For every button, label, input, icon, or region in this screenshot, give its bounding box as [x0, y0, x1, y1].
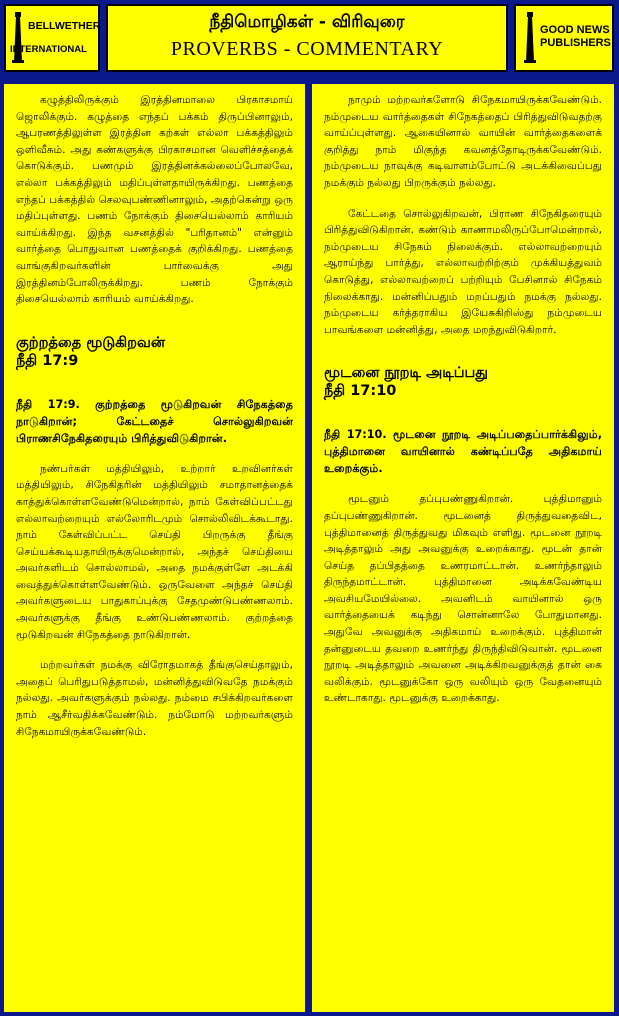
- left-paragraph-1: கழுத்திலிருக்கும் இரத்தினமாலை பிரகாசமாய் ஜொலிக்கும். கழுத்தை எந்தப் பக்கம் திருப்பினாலும், ஆபரணத்திலுள்ள இரத்தின கற்கள் எல்லா பக்கத்திலும் ஒளிவீசும். அது கண்களுக்கு பிரகாசமான வெளிச்சத்தைக் கொடுக்கும். பணமும் இரத்தினக்கல்லைப்போலவே, எல்லா பக்கத்திலும் மதிப்புள்ளதாயிருக்கிறது. பணத்தை எந்தப் பக்கத்தில் செலவுபண்ணினாலும், அதற்கென்று ஒரு மதிப்புள்ளது. பணம் நோக்கும் திசையெல்லாம் காரியம் வாய்க்கிறது. இந்த வசனத்தில் "பரிதானம்" என்னும் வார்த்தை பொதுவான பணத்தைக் குறிக்கிறது. பணத்தை வாங்குகிறவர்களின் பார்வைக்கு அது இரத்தினம்போலிருக்கிறது. பணம் நோக்கும் திசையெல்லாம் காரியம் வாய்க்கிறது.: [16, 94, 293, 306]
- title-tamil: நீதிமொழிகள் - விரிவுரை: [209, 12, 405, 32]
- right-paragraph-1: நாமும் மற்றவர்களோடு சிநேகமாயிருக்கவேண்டும். நம்முடைய வார்த்தைகள் சிநேகத்தைப் பிரித்துவிடுவதற்கு வாய்ப்புள்ளது. ஆகையினால் வாயின் வார்த்தைகளைக் குறித்து நாம் மிகுந்த கவனத்தோடிருக்கவேண்டும். நம்முடைய நாவுக்கு கடிவாளம்போட்டு அடக்கிவைப்பது நமக்கும் நல்லது பிறருக்கும் நல்லது.: [324, 94, 602, 189]
- logo-left-line1: BELLWETHER: [28, 20, 101, 32]
- verse-text: நீதி 17:9. குற்றத்தை மூடுகிறவன் சிநேகத்தை நாடுகிறான்; கேட்டதைச் சொல்லுகிறவன் பிராணசிநேகிதரையும் பிரித்துவிடுகிறான்.: [16, 397, 293, 445]
- logo-left-line2: INTERNATIONAL: [10, 44, 87, 55]
- title-box: [106, 4, 508, 72]
- left-paragraph-2: நண்பர்கள் மத்தியிலும், உற்றார் உறவினர்கள் மத்தியிலும், சிநேகிதரின் மத்தியிலும் சமாதானத்தைக் காத்துக்கொள்ளவேண்டுமென்றால், நாம் கேள்விப்பட்டது எல்லாவற்றையும் எல்லோரிடமும் சொல்லிவிடக்கூடாது. நாம் கேள்விப்பட்ட செய்தி பிறருக்கு தீங்கு செய்யக்கூடியதாயிருக்குமென்றால், அந்தச் செய்தியை அவர்களிடம் சொல்லாமல், அதை நமக்குள்ளே அடக்கி வைத்துக்கொள்ளவேண்டும். ஒருவேளை அந்தச் செய்தி அவர்களுடைய பாதுகாப்புக்கு சேதமுண்டுபண்ணலாம். அவர்களுக்கு தீங்கு உண்டுபண்ணலாம். குற்றத்தை மூடுகிறவன் சிநேகத்தை நாடுகிறான்.: [16, 462, 293, 641]
- right-paragraph-2: கேட்டதை சொல்லுகிறவன், பிராண சிநேகிதரையும் பிரித்துவிடுகிறான். கண்டும் காணாமலிருப்போமென்றால், நம்முடைய சிநேகம் நிலைக்கும். எல்லாவற்றையும் ஆராய்ந்து பார்த்து, எல்லாவற்றிற்கும் முக்கியத்துவம் கொடுத்து, எல்லாவற்றைப் பற்றியும் பேசினால் சிநேகம் நிலைக்காது. மன்னிப்பதும் மறப்பதும் நமக்கு நல்லது. நம்முடைய கர்த்தராகிய இயேசுகிறிஸ்து நம்முடைய பாவங்களை மன்னித்து, அதை மறந்துவிடுகிறார்.: [324, 207, 602, 336]
- good-news-logo: [514, 4, 614, 72]
- page-header: [0, 0, 619, 78]
- heading-reference: நீதி 17:9: [16, 352, 79, 369]
- section-heading: [324, 364, 602, 400]
- lighthouse-icon: [522, 12, 538, 64]
- section-heading: [16, 334, 293, 370]
- right-column: [312, 84, 614, 1012]
- verse-text: நீதி 17:10. மூடனை நூறடி அடிப்பதைப்பார்க்கிலும், புத்திமானை வாயினால் கண்டிப்பதே அதிகமாய் உறைக்கும்.: [324, 428, 602, 476]
- left-paragraph-3: மற்றவர்கள் நமக்கு விரோதமாகத் தீங்குசெய்தாலும், அதைப் பெரிதுபடுத்தாமல், மன்னித்துவிடுவதே நமக்கும் நல்லது. அவர்களுக்கும் நல்லது. நம்மை சபிக்கிறவர்களை நாம் ஆசீர்வதிக்கவேண்டும். நம்மோடு மற்றவர்களும் சிநேகமாயிருக்கவேண்டும்.: [16, 659, 293, 738]
- title-english: PROVERBS - COMMENTARY: [170, 38, 444, 60]
- lighthouse-icon: [10, 12, 26, 64]
- logo-right-line1: GOOD NEWS: [540, 24, 610, 36]
- bellwether-logo: [4, 4, 100, 72]
- heading-title: குற்றத்தை மூடுகிறவன்: [16, 334, 165, 351]
- heading-reference: நீதி 17:10: [324, 383, 397, 400]
- heading-title: மூடனை நூறடி அடிப்பது: [324, 365, 488, 382]
- right-paragraph-3: மூடனும் தப்புபண்ணுகிறான். புத்திமானும் தப்புபண்ணுகிறான். மூடனைத் திருத்துவதைவிட, புத்திமானைத் திருத்துவது மிகவும் எளிது. மூடனை நூறடி அடித்தாலும் அது அவனுக்கு உறைக்காது. மூடன் தான் செய்த தப்பிதத்தை உணரமாட்டான். உணர்ந்தாலும் திருந்தமாட்டான். புத்திமானை அடிக்கவேண்டிய அவசியமேயில்லை. அவனிடம் வாயினால் ஒரு வார்த்தையைக் கடிந்து சொன்னாலே போதுமானது. அதுவே அவனுக்கு அதிகமாய் உறைக்கும். புத்திமான் தன்னுடைய தவறை உணர்ந்து திருந்திவிடுவான். மூடனை நூறடி அடித்தாலும் அவனை அடிக்கிறவனுக்குத் தான் கை வலிக்கும். மூடனுக்கோ ஒரு வலியும் ஒரு வேதனையும் உண்டாகாது. மூடனுக்கு உறைக்காது.: [324, 493, 602, 705]
- logo-right-line2: PUBLISHERS: [540, 37, 611, 49]
- left-column: [4, 84, 305, 1012]
